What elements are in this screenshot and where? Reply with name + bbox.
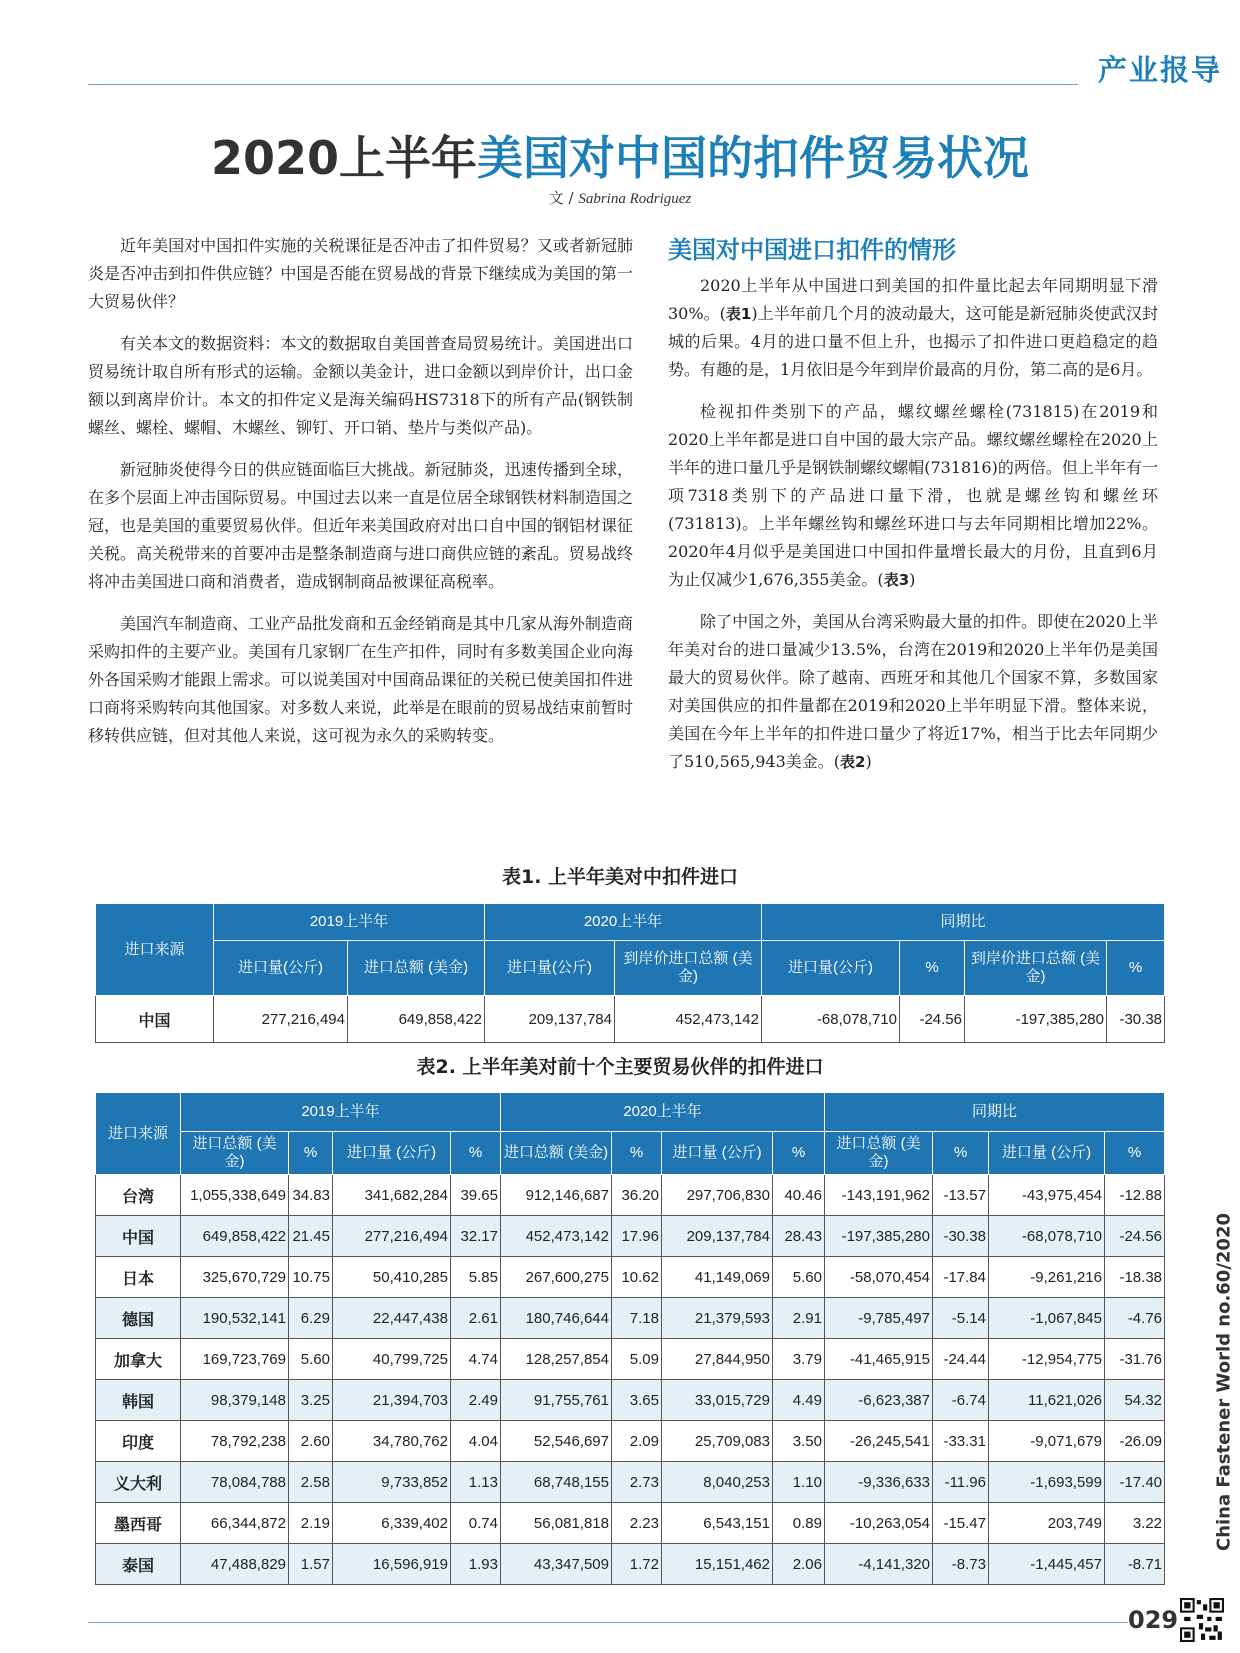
table-reference: 表1: [725, 305, 752, 323]
paragraph-text: 检视扣件类别下的产品，螺纹螺丝螺栓(731815)在2019和2020上半年都是进口自中国的最大宗产品。螺纹螺丝螺栓在2020上半年的进口量几乎是钢铁制螺纹螺帽(731816)的两倍。但上半年有一项7318类别下的产品进口量下滑，也就是螺丝钩和螺丝环(731813)。上半年螺丝钩和螺丝环进口与去年同期相比增加22%。2020年4月似乎是美国进口中国扣件量增长最大的月份，且直到6月为止仅减少1,676,355美金。(: [668, 402, 1158, 589]
paragraph-text: ): [909, 570, 916, 589]
table2-cell: 1.72: [612, 1544, 662, 1585]
table2-cell: -17.84: [933, 1257, 989, 1298]
table2-cell: 40,799,725: [333, 1339, 451, 1380]
table2-column-header: 进口量 (公斤): [662, 1132, 773, 1175]
table1-column-header: 到岸价进口总额 (美金): [965, 941, 1107, 996]
table2-cell: -24.56: [1105, 1216, 1165, 1257]
table2-cell: 28.43: [773, 1216, 825, 1257]
table2-cell: -41,465,915: [825, 1339, 933, 1380]
table2-cell: 8,040,253: [662, 1462, 773, 1503]
table2-cell: 2.23: [612, 1503, 662, 1544]
table2-cell: 209,137,784: [662, 1216, 773, 1257]
table2-cell: 7.18: [612, 1298, 662, 1339]
table2-column-header: %: [773, 1132, 825, 1175]
byline-prefix: 文 /: [548, 189, 579, 207]
paragraph: [668, 398, 1158, 594]
table2-cell: -12.88: [1105, 1175, 1165, 1216]
table2-cell: 22,447,438: [333, 1298, 451, 1339]
table2-column-header: 进口总额 (美金): [825, 1132, 933, 1175]
table2-cell: 2.60: [289, 1421, 333, 1462]
table2-cell: 56,081,818: [501, 1503, 612, 1544]
table2-cell: 25,709,083: [662, 1421, 773, 1462]
table2-cell: 3.22: [1105, 1503, 1165, 1544]
table2-cell: 3.25: [289, 1380, 333, 1421]
table2-source-cell: 韩国: [96, 1380, 181, 1421]
table2-cell: 5.60: [289, 1339, 333, 1380]
table2-cell: 10.62: [612, 1257, 662, 1298]
table1-cell: 649,858,422: [348, 996, 485, 1043]
table2-column-header: %: [612, 1132, 662, 1175]
table2-cell: 91,755,761: [501, 1380, 612, 1421]
table2-cell: -9,785,497: [825, 1298, 933, 1339]
paragraph-text: )上半年前几个月的波动最大，这可能是新冠肺炎使武汉封城的后果。4月的进口量不但上升，也揭示了扣件进口更趋稳定的趋势。有趣的是，1月依旧是今年到岸价最高的月份，第二高的是6月。: [668, 304, 1159, 379]
header-rule: [88, 84, 1078, 85]
table-row: [96, 1298, 1165, 1339]
table1-caption: 表1. 上半年美对中扣件进口: [501, 866, 739, 888]
table1-column-header: %: [900, 941, 965, 996]
table2-cell: 15,151,462: [662, 1544, 773, 1585]
table2-cell: -15.47: [933, 1503, 989, 1544]
table2-cell: 3.65: [612, 1380, 662, 1421]
table2-cell: -4,141,320: [825, 1544, 933, 1585]
table2-cell: 2.61: [451, 1298, 501, 1339]
table2-cell: 6,543,151: [662, 1503, 773, 1544]
table-row: [96, 1503, 1165, 1544]
table1-group-header: 同期比: [762, 904, 1165, 941]
table2-cell: 5.60: [773, 1257, 825, 1298]
table2-column-header: %: [451, 1132, 501, 1175]
table2-cell: 297,706,830: [662, 1175, 773, 1216]
table2-cell: 11,621,026: [989, 1380, 1105, 1421]
table2-cell: -18.38: [1105, 1257, 1165, 1298]
paragraph-text: ): [865, 752, 872, 771]
table2-cell: -31.76: [1105, 1339, 1165, 1380]
table2-cell: -9,336,633: [825, 1462, 933, 1503]
byline-author: Sabrina Rodriguez: [578, 191, 692, 207]
table2-source-cell: 加拿大: [96, 1339, 181, 1380]
table2-source-cell: 德国: [96, 1298, 181, 1339]
table1-source-cell: 中国: [96, 996, 214, 1043]
table2-group-header: 2020上半年: [501, 1093, 825, 1132]
table1-column-header: 进口量(公斤): [214, 941, 348, 996]
table2-cell: 6,339,402: [333, 1503, 451, 1544]
table2-cell: 190,532,141: [181, 1298, 289, 1339]
table2-cell: -12,954,775: [989, 1339, 1105, 1380]
table2-cell: -6.74: [933, 1380, 989, 1421]
table2-column-header: 进口量 (公斤): [989, 1132, 1105, 1175]
table2-cell: 1.10: [773, 1462, 825, 1503]
table2-cell: 40.46: [773, 1175, 825, 1216]
table2-source-header: 进口来源: [96, 1093, 181, 1175]
table2-cell: 180,746,644: [501, 1298, 612, 1339]
table1-cell: -24.56: [900, 996, 965, 1043]
table2-cell: -17.40: [1105, 1462, 1165, 1503]
table2-cell: 54.32: [1105, 1380, 1165, 1421]
table2-cell: -9,071,679: [989, 1421, 1105, 1462]
table2-group-header: 2019上半年: [181, 1093, 501, 1132]
table2-cell: 4.74: [451, 1339, 501, 1380]
table2-cell: 649,858,422: [181, 1216, 289, 1257]
table2-cell: 5.85: [451, 1257, 501, 1298]
table2-cell: 1.57: [289, 1544, 333, 1585]
page-number: 029: [1128, 1606, 1179, 1634]
table1-column-header: 进口量(公斤): [485, 941, 615, 996]
table2-cell: 4.04: [451, 1421, 501, 1462]
table2-cell: -143,191,962: [825, 1175, 933, 1216]
left-column: [88, 232, 633, 764]
table2-cell: 267,600,275: [501, 1257, 612, 1298]
table2-cell: 128,257,854: [501, 1339, 612, 1380]
table1-group-header: 2019上半年: [214, 904, 485, 941]
table2-cell: 0.89: [773, 1503, 825, 1544]
table2-source-cell: 日本: [96, 1257, 181, 1298]
table2-cell: 17.96: [612, 1216, 662, 1257]
table1-cell: 452,473,142: [615, 996, 762, 1043]
table2-cell: -26,245,541: [825, 1421, 933, 1462]
table-row: [96, 996, 1165, 1043]
table-row: [96, 1544, 1165, 1585]
table2-column-header: 进口总额 (美金): [181, 1132, 289, 1175]
table2-cell: 50,410,285: [333, 1257, 451, 1298]
table2-cell: -43,975,454: [989, 1175, 1105, 1216]
table2-column-header: %: [289, 1132, 333, 1175]
table2-cell: -8.73: [933, 1544, 989, 1585]
table1-cell: -197,385,280: [965, 996, 1107, 1043]
table2-cell: -68,078,710: [989, 1216, 1105, 1257]
table2-cell: 2.19: [289, 1503, 333, 1544]
table2-cell: 1.13: [451, 1462, 501, 1503]
paragraph: 近年美国对中国扣件实施的关税课征是否冲击了扣件贸易？又或者新冠肺炎是否冲击到扣件供应链？中国是否能在贸易战的背景下继续成为美国的第一大贸易伙伴？: [88, 236, 633, 311]
table-row: [96, 1257, 1165, 1298]
table2-cell: -5.14: [933, 1298, 989, 1339]
table-row: [96, 1175, 1165, 1216]
table2-cell: 52,546,697: [501, 1421, 612, 1462]
table2-source-cell: 台湾: [96, 1175, 181, 1216]
title-part-1: 2020上半年: [210, 131, 478, 185]
table2-cell: 66,344,872: [181, 1503, 289, 1544]
table1-column-header: 进口量(公斤): [762, 941, 900, 996]
table2-cell: -11.96: [933, 1462, 989, 1503]
byline: [0, 187, 1240, 208]
table1-column-header: %: [1107, 941, 1165, 996]
table1-group-header: 2020上半年: [485, 904, 762, 941]
table2-cell: 21,379,593: [662, 1298, 773, 1339]
table1-cell: -68,078,710: [762, 996, 900, 1043]
table2-cell: 325,670,729: [181, 1257, 289, 1298]
table2-source-cell: 印度: [96, 1421, 181, 1462]
table-reference: 表2: [840, 753, 866, 771]
table2-cell: -13.57: [933, 1175, 989, 1216]
table2-cell: -1,067,845: [989, 1298, 1105, 1339]
table-row: [96, 1421, 1165, 1462]
table1-source-header: 进口来源: [96, 904, 214, 996]
table2-caption: 表2. 上半年美对前十个主要贸易伙伴的扣件进口: [416, 1056, 824, 1078]
table2-cell: 21.45: [289, 1216, 333, 1257]
table2-cell: 2.06: [773, 1544, 825, 1585]
table1-column-header: 到岸价进口总额 (美金): [615, 941, 762, 996]
right-column: [668, 272, 1158, 790]
table2-cell: 33,015,729: [662, 1380, 773, 1421]
table2-column-header: %: [1105, 1132, 1165, 1175]
table2-cell: -9,261,216: [989, 1257, 1105, 1298]
table2-cell: 36.20: [612, 1175, 662, 1216]
table2-cell: 27,844,950: [662, 1339, 773, 1380]
paragraph: 有关本文的数据资料：本文的数据取自美国普查局贸易统计。美国进出口贸易统计取自所有形式的运输。金额以美金计，进口金额以到岸价计，出口金额以到离岸价计。本文的扣件定义是海关编码HS7318下的所有产品(钢铁制螺丝、螺栓、螺帽、木螺丝、铆钉、开口销、垫片与类似产品)。: [88, 334, 633, 437]
paragraph: [668, 272, 1158, 384]
table2-cell: 4.49: [773, 1380, 825, 1421]
table2-source-cell: 义大利: [96, 1462, 181, 1503]
table2-cell: -4.76: [1105, 1298, 1165, 1339]
title-part-2: 美国对中国的扣件贸易状况: [477, 131, 1030, 185]
table2-cell: 0.74: [451, 1503, 501, 1544]
table2-cell: 5.09: [612, 1339, 662, 1380]
table2-column-header: 进口量 (公斤): [333, 1132, 451, 1175]
table2-cell: 43,347,509: [501, 1544, 612, 1585]
table2-cell: -8.71: [1105, 1544, 1165, 1585]
table2-source-cell: 墨西哥: [96, 1503, 181, 1544]
table2-cell: 3.79: [773, 1339, 825, 1380]
table2-cell: 16,596,919: [333, 1544, 451, 1585]
magazine-name: China Fastener World no.60/2020: [1213, 1212, 1235, 1552]
table2-cell: -26.09: [1105, 1421, 1165, 1462]
table2-cell: 21,394,703: [333, 1380, 451, 1421]
table2-cell: -6,623,387: [825, 1380, 933, 1421]
table2-cell: 68,748,155: [501, 1462, 612, 1503]
table2-cell: -197,385,280: [825, 1216, 933, 1257]
qr-code-icon: [1180, 1598, 1224, 1642]
table2-cell: 169,723,769: [181, 1339, 289, 1380]
table2-cell: 98,379,148: [181, 1380, 289, 1421]
table1-cell: 277,216,494: [214, 996, 348, 1043]
table-row: [96, 1462, 1165, 1503]
article-title: [0, 122, 1240, 188]
table2-cell: 1.93: [451, 1544, 501, 1585]
table-row: [96, 1339, 1165, 1380]
table2-cell: 78,084,788: [181, 1462, 289, 1503]
table2-cell: 39.65: [451, 1175, 501, 1216]
table1: [95, 903, 1165, 1043]
table2-cell: 3.50: [773, 1421, 825, 1462]
table-reference: 表3: [883, 571, 910, 589]
table2-cell: -10,263,054: [825, 1503, 933, 1544]
table2-cell: 1,055,338,649: [181, 1175, 289, 1216]
table2-cell: 78,792,238: [181, 1421, 289, 1462]
table2-cell: 41,149,069: [662, 1257, 773, 1298]
paragraph: 美国汽车制造商、工业产品批发商和五金经销商是其中几家从海外制造商采购扣件的主要产业。美国有几家钢厂在生产扣件，同时有多数美国企业向海外各国采购才能跟上需求。可以说美国对中国商品课征的关税已使美国扣件进口商将采购转向其他国家。对多数人来说，此举是在眼前的贸易战结束前暂时移转供应链，但对其他人来说，这可视为永久的采购转变。: [88, 614, 633, 745]
table2: [95, 1092, 1165, 1585]
table2-source-cell: 中国: [96, 1216, 181, 1257]
magazine-side-label: [1212, 1192, 1236, 1572]
table2-cell: 341,682,284: [333, 1175, 451, 1216]
table2-cell: 47,488,829: [181, 1544, 289, 1585]
table2-cell: 9,733,852: [333, 1462, 451, 1503]
section-heading: 美国对中国进口扣件的情形: [668, 236, 956, 264]
footer-rule: [88, 1622, 1128, 1623]
table2-cell: 912,146,687: [501, 1175, 612, 1216]
paragraph: [668, 608, 1158, 776]
table2-cell: 2.09: [612, 1421, 662, 1462]
table2-cell: 2.91: [773, 1298, 825, 1339]
table2-column-header: %: [933, 1132, 989, 1175]
table2-cell: -24.44: [933, 1339, 989, 1380]
table2-cell: 452,473,142: [501, 1216, 612, 1257]
paragraph-text: 除了中国之外，美国从台湾采购最大量的扣件。即使在2020上半年美对台的进口量减少13.5%，台湾在2019和2020上半年仍是美国最大的贸易伙伴。除了越南、西班牙和其他几个国家不算，多数国家对美国供应的扣件量都在2019和2020上半年明显下滑。整体来说，美国在今年上半年的扣件进口量少了将近17%，相当于比去年同期少了510,565,943美金。(: [668, 612, 1158, 771]
table-row: [96, 1216, 1165, 1257]
table2-cell: -33.31: [933, 1421, 989, 1462]
table2-cell: -58,070,454: [825, 1257, 933, 1298]
table2-cell: 2.73: [612, 1462, 662, 1503]
table2-cell: 2.49: [451, 1380, 501, 1421]
paragraph-text: 2020上半年从中国进口到美国的扣件量比起去年同期明显下滑30%。(: [668, 276, 1158, 323]
table2-column-header: 进口总额 (美金): [501, 1132, 612, 1175]
table1-column-header: 进口总额 (美金): [348, 941, 485, 996]
table2-cell: -1,445,457: [989, 1544, 1105, 1585]
section-label: 产业报导: [1097, 53, 1222, 87]
table2-cell: 34.83: [289, 1175, 333, 1216]
table1-cell: 209,137,784: [485, 996, 615, 1043]
table2-source-cell: 泰国: [96, 1544, 181, 1585]
table2-group-header: 同期比: [825, 1093, 1165, 1132]
table2-cell: 10.75: [289, 1257, 333, 1298]
table2-cell: 277,216,494: [333, 1216, 451, 1257]
table2-cell: 6.29: [289, 1298, 333, 1339]
table2-cell: 203,749: [989, 1503, 1105, 1544]
table2-cell: 32.17: [451, 1216, 501, 1257]
table2-cell: 34,780,762: [333, 1421, 451, 1462]
table1-cell: -30.38: [1107, 996, 1165, 1043]
table2-cell: 2.58: [289, 1462, 333, 1503]
table2-cell: -30.38: [933, 1216, 989, 1257]
table2-cell: -1,693,599: [989, 1462, 1105, 1503]
paragraph: 新冠肺炎使得今日的供应链面临巨大挑战。新冠肺炎，迅速传播到全球，在多个层面上冲击国际贸易。中国过去以来一直是位居全球钢铁材料制造国之冠，也是美国的重要贸易伙伴。但近年来美国政府对出口自中国的钢铝材课征关税。高关税带来的首要冲击是整条制造商与进口商供应链的紊乱。贸易战终将冲击美国进口商和消费者，造成钢制商品被课征高税率。: [88, 460, 633, 591]
table-row: [96, 1380, 1165, 1421]
